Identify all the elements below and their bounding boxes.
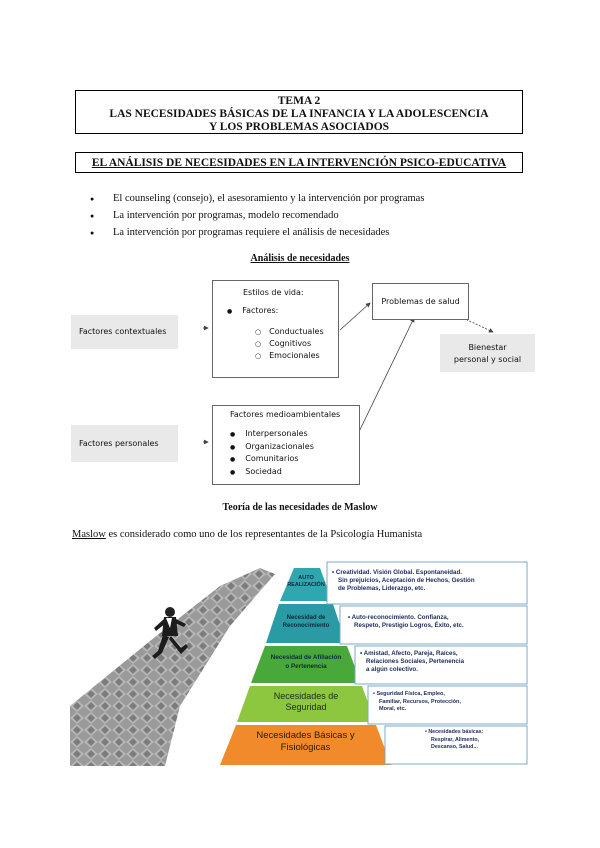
bullet-list [90, 190, 424, 241]
factores-personales-label: Factores personales [79, 439, 159, 448]
medioambiental-item: Sociedad [245, 466, 282, 476]
section-title-box [75, 152, 523, 173]
tier-desc-3: • Amistad, Afecto, Pareja, Raíces, Relaciones Sociales, Pertenencia a algún colectivo. [360, 650, 465, 673]
tier-label-4: Necesidades de Seguridad [273, 691, 339, 712]
arrow-to-problemas-2 [355, 318, 414, 440]
factor-item: Emocionales [269, 351, 320, 360]
factores-medioambientales-title: Factores medioambientales [230, 410, 341, 419]
medioambiental-item: Comunitarios [245, 454, 299, 463]
factor-item: Conductuales [269, 327, 324, 336]
title-box [75, 90, 523, 134]
title-line-1: TEMA 2 [277, 95, 321, 107]
diagram-heading: Análisis de necesidades [250, 253, 350, 264]
maslow-paragraph [72, 529, 422, 540]
bullet-item: ● La intervención por programas, modelo recomendado [90, 207, 424, 224]
estilos-de-vida-title: Estilos de vida: [243, 288, 304, 297]
bullet-item: ● La intervención por programas requiere el análisis de necesidades [90, 224, 424, 241]
bullet-item: ● El counseling (consejo), el asesoramiento y la intervención por programas [90, 190, 424, 207]
bienestar-line-1: Bienestar [468, 343, 507, 352]
tier-label-5: Necesidades Básicas y Fisiológicas [256, 730, 355, 753]
maslow-heading: Teoría de las necesidades de Maslow [222, 502, 378, 513]
maslow-pyramid-figure [70, 556, 531, 766]
bienestar-box [440, 334, 535, 372]
tier-label-3: Necesidad de Afiliación o Pertenencia [270, 654, 342, 670]
title-line-3: Y LOS PROBLEMAS ASOCIADOS [208, 121, 390, 133]
factor-item: Cognitivos [269, 339, 312, 348]
needs-analysis-diagram [68, 270, 538, 495]
arrow-to-bienestar [463, 318, 493, 332]
tier-desc-1: • Creatividad. Visión Global. Espontaneidad. Sin prejuicios, Aceptación de Hechos, Gestión de Problemas, Liderazgo, etc. [332, 569, 475, 592]
factores-personales-box [71, 425, 178, 462]
factores-contextuales-label: Factores contextuales [79, 327, 167, 336]
bienestar-line-2: personal y social [453, 355, 522, 364]
tier-desc-5: • Necesidades básicas: Respirar, Alimento, Descanso, Salud... [425, 729, 484, 750]
factores-label: Factores: [242, 306, 279, 315]
title-line-2: LAS NECESIDADES BÁSICAS DE LA INFANCIA Y LA ADOLESCENCIA [109, 108, 489, 120]
problemas-de-salud-box [372, 283, 469, 320]
tier-desc-4: • Seguridad Física, Empleo, Familiar, Recursos, Protección, Moral, etc. [373, 691, 461, 712]
factores-medioambientales-box: Factores medioambientales ● Interpersonales ● Organizacionales ● Comunitarios ● Sociedad [212, 405, 360, 485]
tier-label-2: Necesidad de Reconocimiento [282, 615, 330, 629]
estilos-de-vida-box: Estilos de vida: ● Factores: ○ Conductuales ○ Cognitivos ○ Emocionales [212, 280, 339, 378]
medioambiental-item: Organizacionales [245, 441, 314, 451]
factores-contextuales-box [71, 315, 178, 349]
tier-desc-2: • Auto-reconocimiento. Confianza, Respeto, Prestigio Logros, Éxito, etc. [348, 614, 464, 629]
problemas-de-salud-label: Problemas de salud [381, 297, 460, 306]
maslow-name: Maslow [72, 529, 106, 540]
medioambiental-item: Interpersonales [245, 429, 308, 438]
section-title: EL ANÁLISIS DE NECESIDADES EN LA INTERVENCIÓN PSICO-EDUCATIVA [91, 157, 507, 169]
maslow-paragraph-text: es considerado como uno de los representantes de la Psicología Humanista [105, 529, 423, 540]
bullet-dot: ● [227, 308, 233, 315]
tier-label-1: AUTO REALIZACIÓN [287, 575, 325, 588]
arrow-to-problemas-1 [340, 303, 370, 330]
